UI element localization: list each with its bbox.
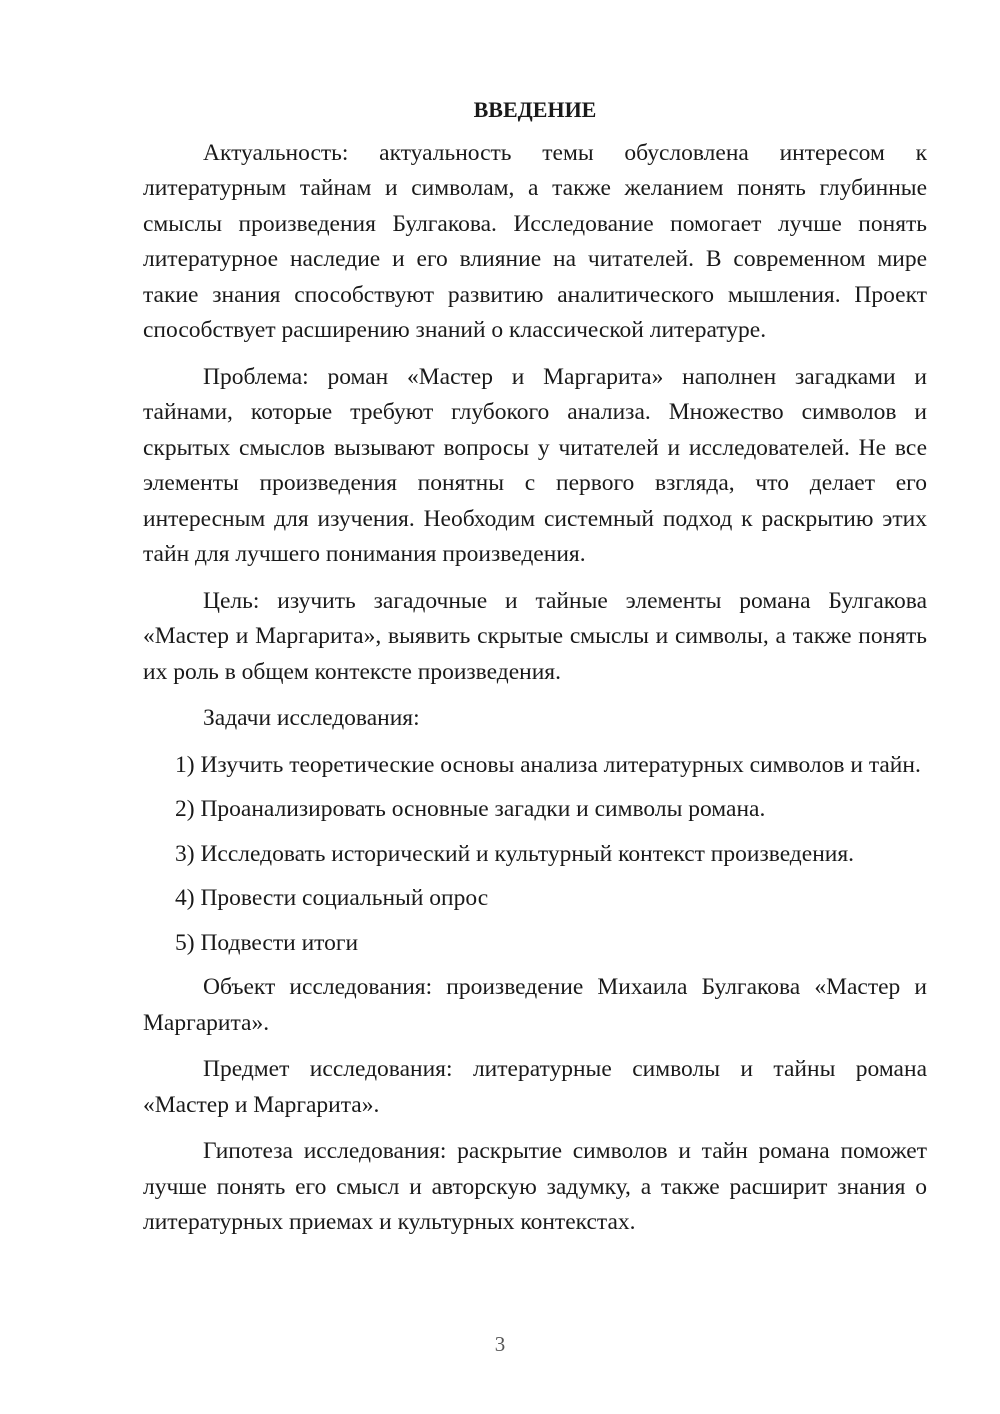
tasks-label: Задачи исследования: xyxy=(203,705,420,731)
relevance-paragraph: Актуальность: актуальность темы обусловлена интересом к литературным тайнам и символам, а также желанием понять глубинные смыслы произведения Булгакова. Исследование помогает лучше понять литературное наследие и его влияние на читателей. В современном мире такие знания способствуют развитию аналитического мышления. Проект способствует расширению знаний о классической литературе. xyxy=(143,139,927,343)
task-item: 2) Проанализировать основные загадки и символы романа. xyxy=(175,796,766,822)
problem-paragraph: Проблема: роман «Мастер и Маргарита» наполнен загадками и тайнами, которые требуют глубокого анализа. Множество символов и скрытых смыслов вызывают вопросы у читателей и исследователей. Не все элементы произведения понятны с первого взгляда, что делает его интересным для изучения. Необходим системный подход к раскрытию этих тайн для лучшего понимания произведения. xyxy=(143,363,927,567)
task-item: 1) Изучить теоретические основы анализа литературных символов и тайн. xyxy=(175,751,921,778)
task-item: 4) Провести социальный опрос xyxy=(175,885,489,911)
task-item: 5) Подвести итоги xyxy=(175,929,359,956)
goal-paragraph: Цель: изучить загадочные и тайные элементы романа Булгакова «Мастер и Маргарита», выявить скрытые смыслы и символы, а также понять их роль в общем контексте произведения. xyxy=(143,587,927,685)
subject-paragraph: Предмет исследования: литературные символы и тайны романа «Мастер и Маргарита». xyxy=(143,1056,927,1118)
page-number: 3 xyxy=(494,1332,506,1356)
task-item: 3) Исследовать исторический и культурный контекст произведения. xyxy=(175,840,855,867)
object-paragraph: Объект исследования: произведение Михаила Булгакова «Мастер и Маргарита». xyxy=(143,974,927,1036)
tasks-list xyxy=(143,748,927,962)
document-page xyxy=(143,92,927,1252)
hypothesis-paragraph: Гипотеза исследования: раскрытие символов и тайн романа поможет лучше понять его смысл и авторскую задумку, а также расширит знания о литературных приемах и культурных контекстах. xyxy=(143,1138,927,1235)
page-title: ВВЕДЕНИЕ xyxy=(473,97,597,122)
